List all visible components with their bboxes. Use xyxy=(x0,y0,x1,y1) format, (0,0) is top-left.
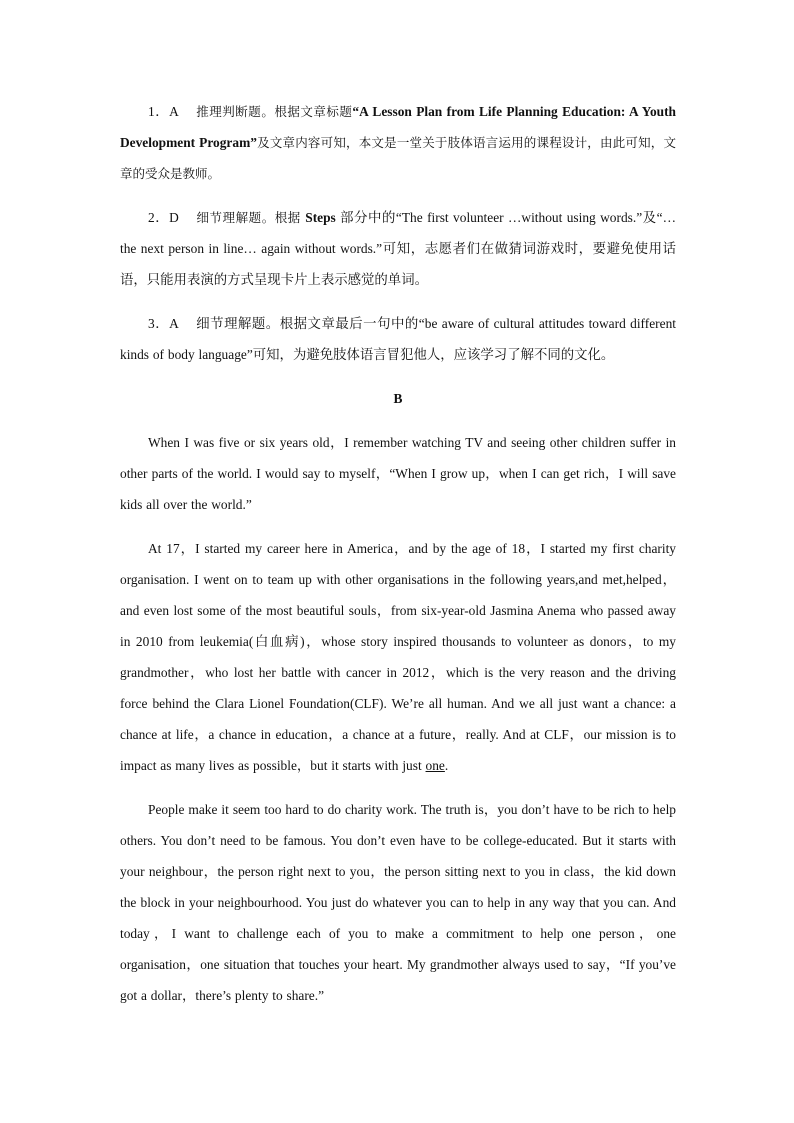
answer-1-explanation: 及文章内容可知，本文是一堂关于肢体语言运用的课程设计，由此可知，文章的受众是教师。 xyxy=(120,135,676,181)
document-page xyxy=(120,96,676,1024)
section-label: B xyxy=(393,391,403,406)
passage-paragraph-2 xyxy=(120,533,676,781)
answer-1-number: 1．A xyxy=(148,104,179,119)
answer-2-explanation: 部分中的“The first volunteer …without using words.”及“…the next person in line… again without words.”可知，志愿者们在做猜词游戏时，要避免使用话语，只能用表演的方式呈现卡片上表示感觉的单词。 xyxy=(120,210,676,287)
passage-paragraph-2-text: At 17，I started my career here in America，and by the age of 18，I started my first charity organisation. I went on to team up with other organisations in the following years,and met,helped，and even lost some of the most beautiful souls，from six-year-old Jasmina Anema who passed away in 2010 from leukemia(白血病)，whose story inspired thousands to volunteer as donors，to my grandmother，who lost her battle with cancer in 2012，which is the very reason and the driving force behind the Clara Lionel Foundation(CLF). We’re all human. And we all just want a chance: a chance at life，a chance in education，a chance at a future，really. And at CLF，our mission is to impact as many lives as possible，but it starts with just xyxy=(120,541,676,773)
answer-3-number: 3．A xyxy=(148,316,179,331)
answer-2-steps: Steps xyxy=(305,210,336,225)
passage-paragraph-3: People make it seem too hard to do charity work. The truth is，you don’t have to be rich to help others. You don’t need to be famous. You don’t even have to be college-educated. But it starts with your neighbour，the person right next to you，the person sitting next to you in class，the kid down the block in your neighbourhood. You just do whatever you can to help in any way that you can. And today，I want to challenge each of you to make a commitment to help one person，one organisation，one situation that touches your heart. My grandmother always used to say，“If you’ve got a dollar，there’s plenty to share.” xyxy=(120,802,676,1003)
answer-2-type: 细节理解题。根据 xyxy=(196,210,301,225)
passage-paragraph-2-end: . xyxy=(444,758,449,773)
answer-3 xyxy=(120,308,676,370)
answer-1-title-quote: “A Lesson Plan from Life Planning Education: A Youth Development Program” xyxy=(120,104,677,150)
passage-paragraph-1: When I was five or six years old，I remember watching TV and seeing other children suffer in other parts of the world. I would say to myself，“When I grow up，when I can get rich，I will save kids all over the world.” xyxy=(120,435,676,512)
answer-2-number: 2．D xyxy=(148,210,179,225)
answer-2 xyxy=(120,202,676,295)
underlined-word: one xyxy=(425,758,445,773)
answer-1 xyxy=(120,96,676,189)
answer-1-type: 推理判断题。根据文章标题 xyxy=(196,104,353,119)
answer-3-explanation: 细节理解题。根据文章最后一句中的“be aware of cultural attitudes toward different kinds of body language”可知，为避免肢体语言冒犯他人，应该学习了解不同的文化。 xyxy=(120,316,676,362)
